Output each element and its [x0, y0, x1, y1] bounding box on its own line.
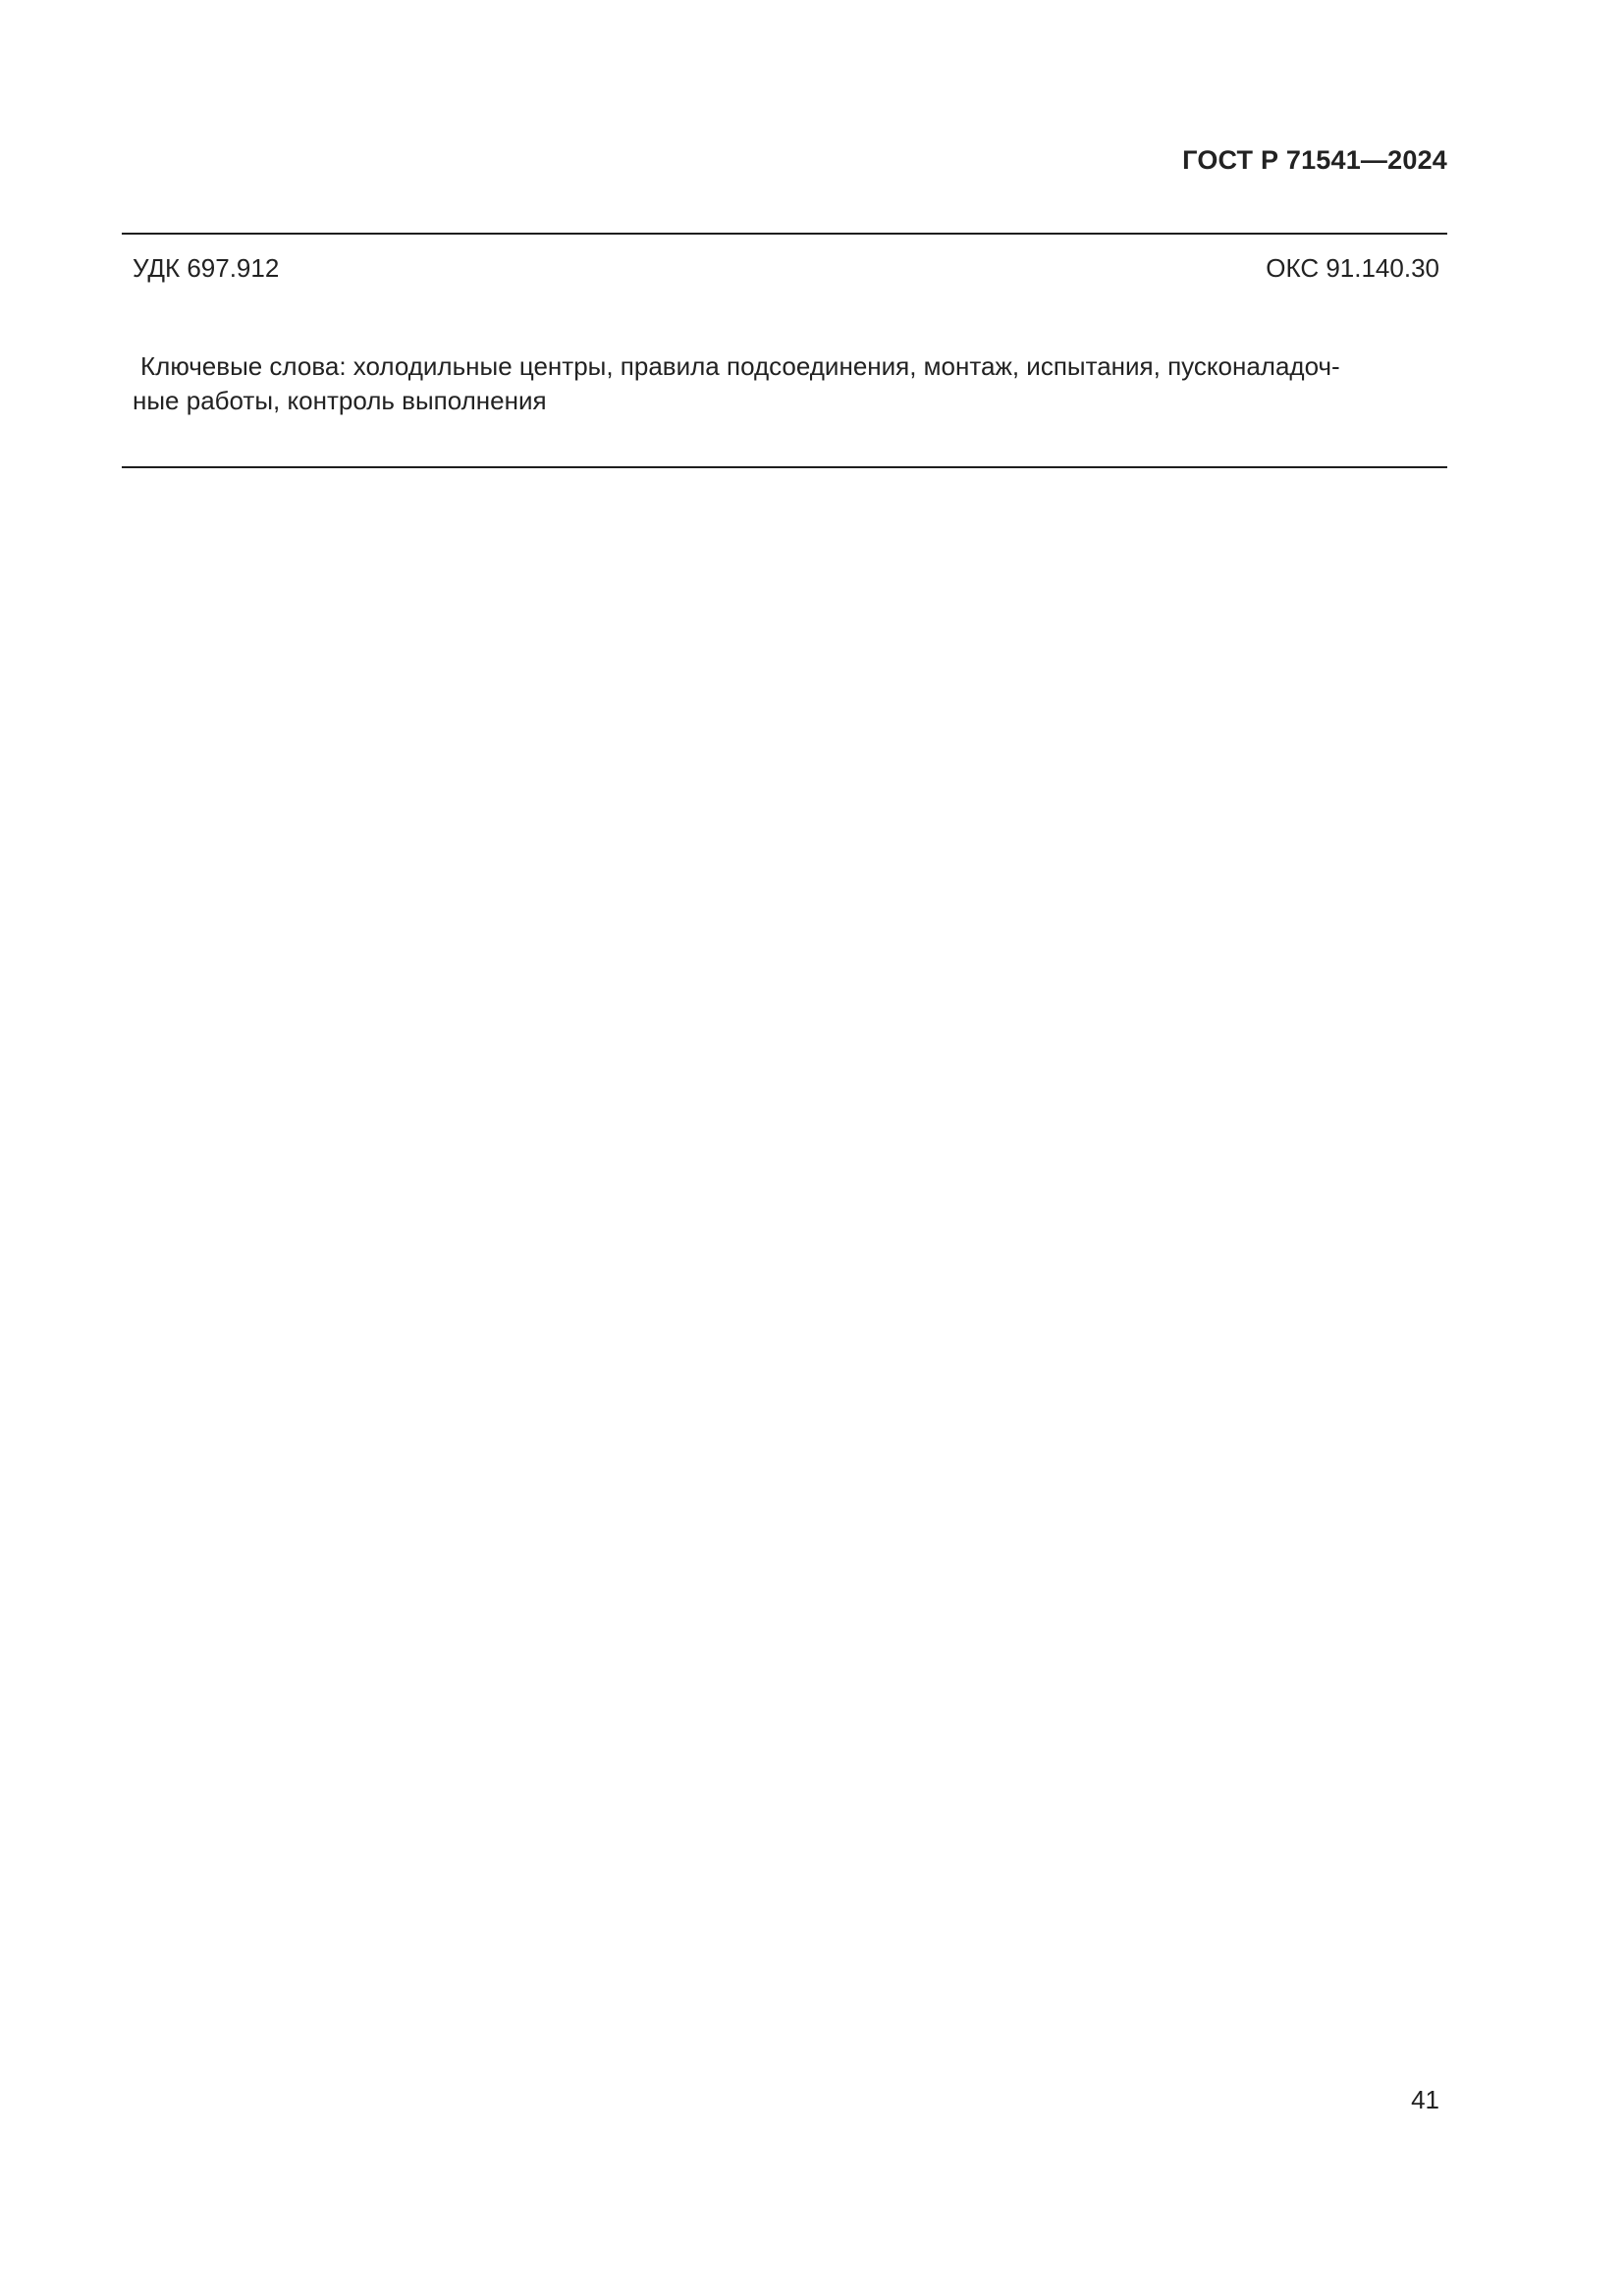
page-number: 41: [1411, 2085, 1439, 2114]
keywords-line-1: Ключевые слова: холодильные центры, правила подсоединения, монтаж, испытания, пусконаладоч-: [140, 351, 1340, 381]
oks-code: ОКС 91.140.30: [1266, 253, 1439, 283]
bottom-divider: [122, 466, 1447, 468]
document-number: ГОСТ Р 71541—2024: [1182, 145, 1447, 175]
keywords-block: [133, 349, 1443, 418]
keywords-line-2: ные работы, контроль выполнения: [133, 386, 547, 415]
udk-code: УДК 697.912: [133, 253, 280, 283]
top-divider: [122, 233, 1447, 235]
